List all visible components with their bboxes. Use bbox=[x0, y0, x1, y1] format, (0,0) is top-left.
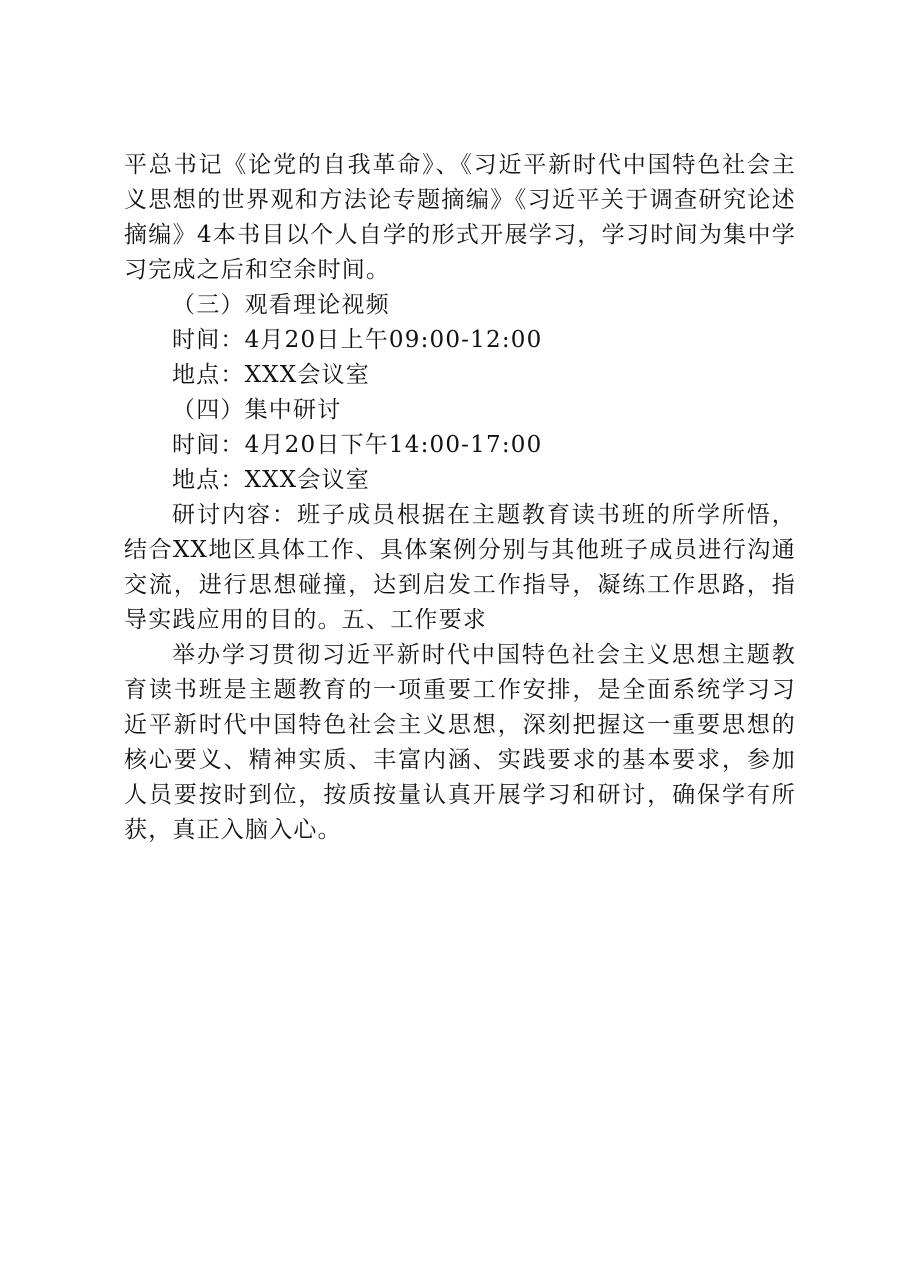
work-requirements-paragraph: 举办学习贯彻习近平新时代中国特色社会主义思想主题教育读书班是主题教育的一项重要工作安排，是全面系统学习习近平新时代中国特色社会主义思想，深刻把握这一重要思想的核心要义、精神实质、丰富内涵、实践要求的基本要求，参加人员要按时到位，按质按量认真开展学习和研讨，确保学有所获，真正入脑入心。 bbox=[124, 642, 796, 843]
discussion-content: 研讨内容：班子成员根据在主题教育读书班的所学所悟，结合XX地区具体工作、具体案例分别与其他班子成员进行沟通交流，进行思想碰撞，达到启发工作指导，凝练工作思路，指导实践应用的目的。五、工作要求 bbox=[124, 502, 796, 633]
paragraph-continuation: 平总书记《论党的自我革命》、《习近平新时代中国特色社会主义思想的世界观和方法论专题摘编》《习近平关于调查研究论述摘编》4本书目以个人自学的形式开展学习，学习时间为集中学习完成之后和空余时间。 bbox=[124, 152, 796, 283]
video-time: 时间：4月20日上午09:00-12:00 bbox=[172, 327, 543, 353]
video-location: 地点：XXX会议室 bbox=[172, 362, 370, 388]
discussion-time: 时间：4月20日下午14:00-17:00 bbox=[172, 432, 543, 458]
document-body bbox=[124, 148, 796, 848]
section-heading-watch-video: （三）观看理论视频 bbox=[172, 292, 390, 318]
section-heading-discussion: （四）集中研讨 bbox=[172, 397, 342, 423]
discussion-location: 地点：XXX会议室 bbox=[172, 467, 370, 493]
